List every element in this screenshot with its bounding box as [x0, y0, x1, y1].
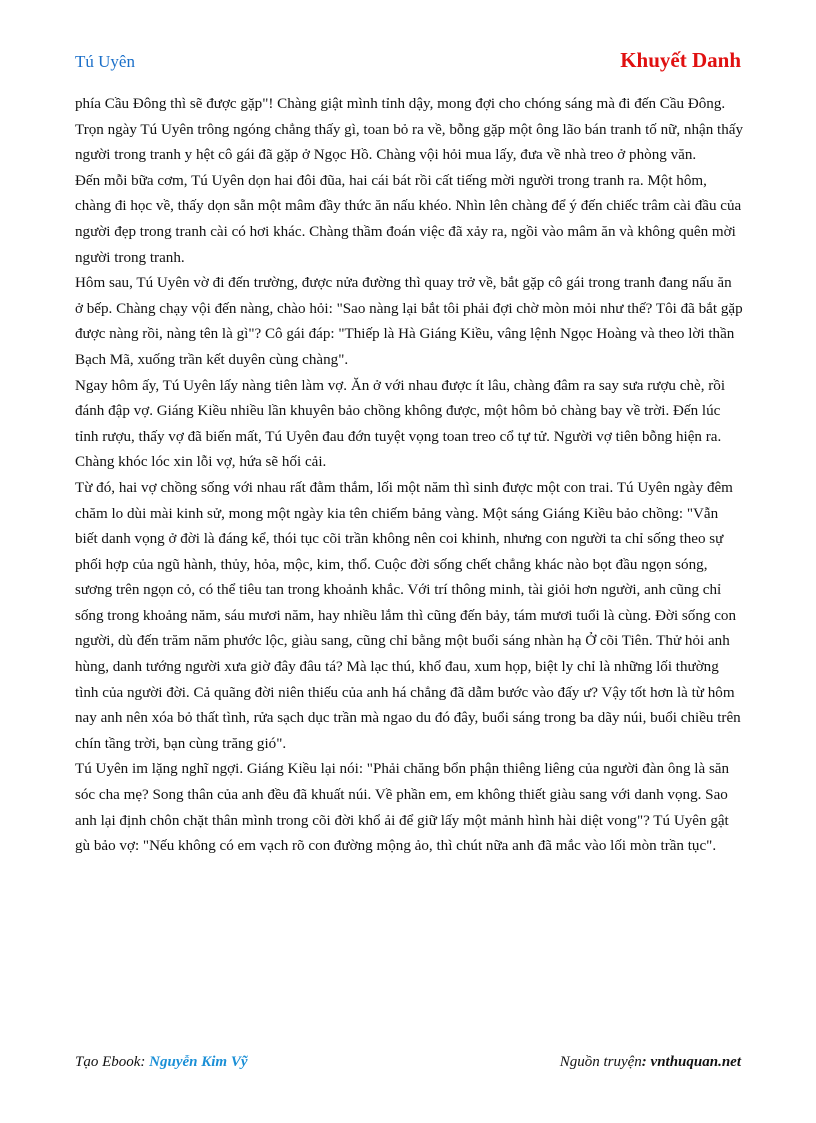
footer-ebook-label: Tạo Ebook — [75, 1054, 141, 1070]
paragraph: phía Cầu Đông thì sẽ được gặp"! Chàng giật mình tỉnh dậy, mong đợi cho chóng sáng mà đi đến Cầu Đông. — [75, 96, 726, 112]
header-title: Khuyết Danh — [620, 48, 741, 72]
paragraph: Tú Uyên im lặng nghĩ ngợi. Giáng Kiều lại nói: "Phải chăng bổn phận thiêng liêng của người đàn ông là săn sóc cha mẹ? Song thân của anh đều đã khuất núi. Về phần em, em không thiết giàu sang với danh vọng. Sao anh lại định chôn chặt thân mình trong cõi đời khổ ải để giữ lấy một mảnh hình hài diệt vong"? Tú Uyên gật gù bảo vợ: "Nếu không có em vạch rõ con đường mộng ảo, thì chút nữa anh đã mắc vào lối mòn trần tục". — [75, 761, 730, 855]
paragraph: Từ đó, hai vợ chồng sống với nhau rất đằm thắm, lối một năm thì sinh được một con trai. Tú Uyên ngày đêm chăm lo dùi mài kinh sử, mong một ngày kia tên chiếm bảng vàng. Một sáng Giáng Kiều bảo chồng: "Vẫn biết danh vọng ở đời là đáng kể, thói tục cõi trần không nên coi khinh, nhưng con người ta chỉ sống theo sự phối hợp của ngũ hành, thủy, hỏa, mộc, kim, thổ. Cuộc đời sống chết chẳng khác nào bọt đầu ngọn sóng, sương trên ngọn cỏ, có thể tiêu tan trong khoảnh khắc. Với trí thông minh, tài giỏi hơn người, anh cũng chỉ sống trong khoảng năm, sáu mươi năm, hay nhiều lắm thì cũng đến bảy, tám mươi tuổi là cùng. Đời sống con người, dù đến trăm năm phước lộc, giàu sang, cũng chỉ bằng một buổi sáng nhàn hạ Ở cõi Tiên. Thử hỏi anh hùng, danh tướng người xưa giờ đây đâu tá? Mà lạc thú, khổ đau, xum họp, biệt ly chỉ là những lối thường tình của người đời. Cả quãng đời niên thiếu của anh há chẳng đã dẫm bước vào đấy ư? Vậy tốt hơn là từ hôm nay anh nên xóa bỏ thất tình, rửa sạch dục trần mà ngao du đó đây, buổi sáng trong ba dãy núi, buổi chiều trên chín tầng trời, bạn cùng trăng gió". — [75, 479, 741, 752]
footer-ebook-author: Nguyễn Kim Vỹ — [149, 1054, 248, 1070]
page-header — [75, 48, 741, 78]
footer-source-label: Nguồn truyện — [559, 1054, 642, 1070]
footer-source-colon: : — [641, 1054, 651, 1070]
header-author: Tú Uyên — [75, 52, 135, 71]
footer-source-credit — [560, 1054, 741, 1071]
footer-ebook-colon: : — [140, 1054, 150, 1070]
paragraph: Trọn ngày Tú Uyên trông ngóng chẳng thấy gì, toan bỏ ra về, bỗng gặp một ông lão bán tranh tố nữ, nhận thấy người trong tranh y hệt cô gái đã gặp ở Ngọc Hồ. Chàng vội hỏi mua lấy, đưa về nhà treo ở phòng văn. — [75, 121, 744, 164]
paragraph: Ngay hôm ấy, Tú Uyên lấy nàng tiên làm vợ. Ăn ở với nhau được ít lâu, chàng đâm ra say sưa rượu chè, rồi đánh đập vợ. Giáng Kiều nhiều lần khuyên bảo chồng không được, một hôm bỏ chàng bay về trời. Đến lúc tỉnh rượu, thấy vợ đã biến mất, Tú Uyên đau đớn tuyệt vọng toan treo cổ tự tử. Người vợ tiên bỗng hiện ra. Chàng khóc lóc xin lỗi vợ, hứa sẽ hối cải. — [75, 377, 726, 471]
paragraph: Hôm sau, Tú Uyên vờ đi đến trường, được nửa đường thì quay trở về, bắt gặp cô gái trong tranh đang nấu ăn ở bếp. Chàng chạy vội đến nàng, chào hỏi: "Sao nàng lại bắt tôi phải đợi chờ mòn mỏi như thế? Tôi đã bắt gặp được nàng rồi, nàng tên là gì"? Cô gái đáp: "Thiếp là Hà Giáng Kiều, vâng lệnh Ngọc Hoàng và theo lời thần Bạch Mã, xuống trần kết duyên cùng chàng". — [75, 275, 743, 368]
footer-ebook-credit — [75, 1054, 248, 1071]
paragraph: Đến mỗi bữa cơm, Tú Uyên dọn hai đôi đũa, hai cái bát rồi cất tiếng mời người trong tranh ra. Một hôm, chàng đi học về, thấy dọn sẵn một mâm đầy thức ăn nấu khéo. Nhìn lên chàng để ý đến chiếc trâm cài đầu của người đẹp trong tranh cài có hơi khác. Chàng thầm đoán việc đã xảy ra, ngồi vào mâm ăn và không quên mời người trong tranh. — [75, 172, 742, 266]
footer-source-site: vnthuquan.net — [650, 1054, 741, 1070]
page-content — [75, 92, 743, 860]
